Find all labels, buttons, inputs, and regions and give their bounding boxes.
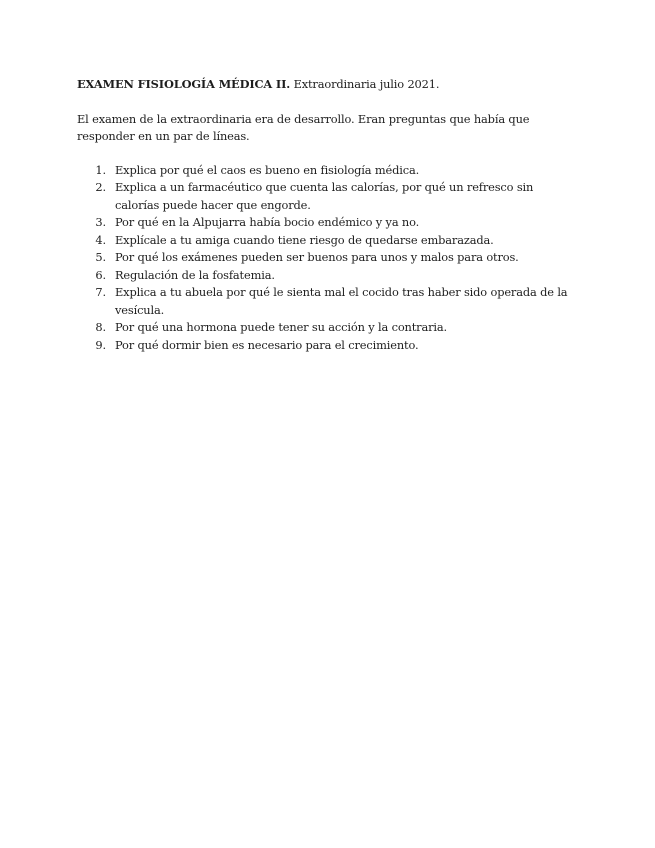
list-item	[77, 179, 577, 214]
question-list	[77, 162, 577, 355]
question-number: 1.	[95, 162, 106, 177]
question-number: 7.	[95, 285, 106, 299]
question-number: 5.	[95, 250, 106, 264]
question-number: 9.	[95, 337, 106, 352]
question-text: Por qué en la Alpujarra había bocio endémico y ya no.	[115, 215, 420, 229]
list-item	[77, 162, 577, 180]
list-item	[77, 267, 577, 285]
exam-title-rest: Extraordinaria julio 2021.	[290, 77, 440, 91]
intro-paragraph: El examen de la extraordinaria era de desarrollo. Eran preguntas que había que responder en un par de líneas.	[77, 111, 530, 143]
exam-title	[77, 76, 577, 94]
list-item	[77, 249, 577, 267]
question-text: Por qué dormir bien es necesario para el crecimiento.	[115, 337, 419, 352]
question-number: 3.	[95, 215, 106, 229]
question-text: Explica a un farmacéutico que cuenta las calorías, por qué un refresco sin calorías puede hacer que engorde.	[115, 180, 534, 212]
list-item	[77, 337, 577, 355]
question-text: Explica a tu abuela por qué le sienta mal el cocido tras haber sido operada de la vesícula.	[115, 285, 568, 317]
question-text: Por qué los exámenes pueden ser buenos para unos y malos para otros.	[115, 250, 519, 264]
list-item	[77, 284, 577, 319]
question-text: Explica por qué el caos es bueno en fisiología médica.	[115, 162, 420, 177]
list-item	[77, 319, 577, 337]
question-text: Por qué una hormona puede tener su acción y la contraria.	[115, 320, 447, 334]
question-text: Explícale a tu amiga cuando tiene riesgo de quedarse embarazada.	[115, 232, 494, 247]
exam-title-bold: EXAMEN FISIOLOGÍA MÉDICA II.	[77, 77, 291, 91]
list-item	[77, 214, 577, 232]
list-item	[77, 232, 577, 250]
question-number: 2.	[95, 180, 106, 194]
question-number: 8.	[95, 320, 106, 334]
question-text: Regulación de la fosfatemia.	[115, 267, 275, 282]
document-page	[77, 76, 577, 354]
question-number: 6.	[95, 267, 106, 282]
question-number: 4.	[95, 232, 106, 247]
